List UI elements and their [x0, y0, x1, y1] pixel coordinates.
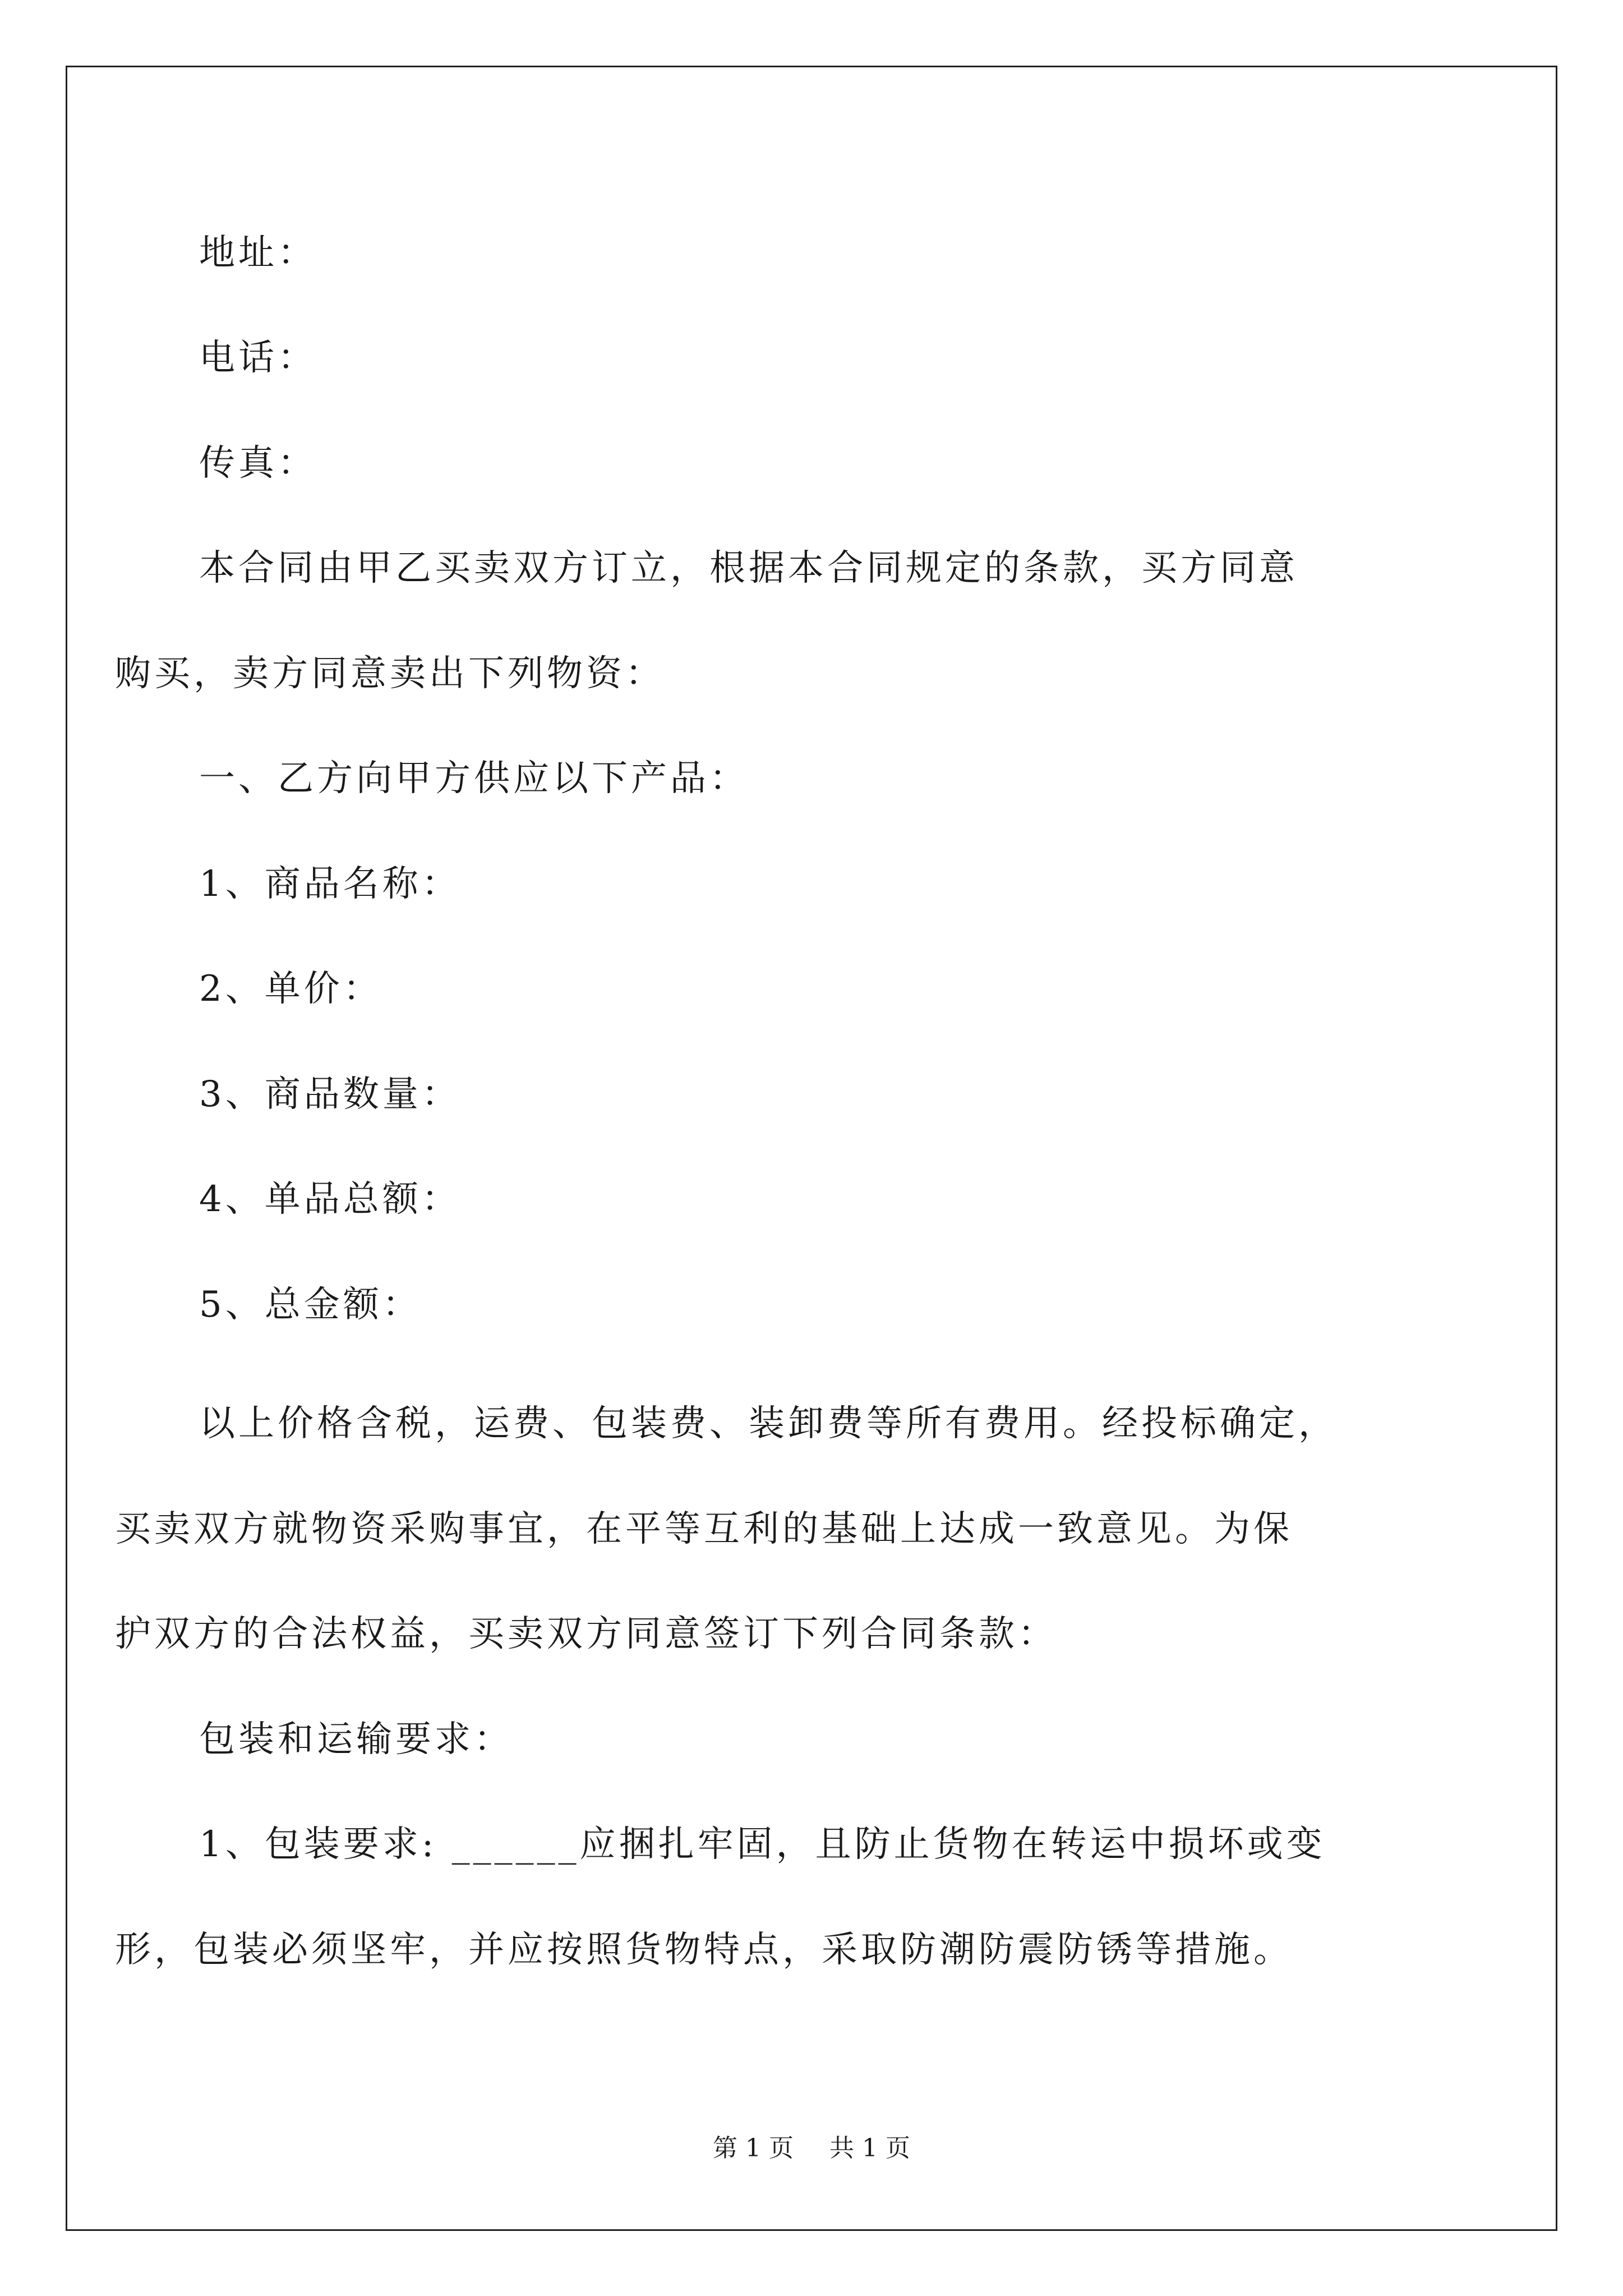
item-total-amount: 5、总金额： [199, 1284, 422, 1326]
price-paragraph-line-1: 以上价格含税，运费、包装费、装卸费等所有费用。经投标确定， [199, 1403, 1338, 1444]
page-number: 第 1 页 [713, 2134, 794, 2162]
price-paragraph-line-2: 买卖双方就物资采购事宜，在平等互利的基础上达成一致意见。为保 [115, 1508, 1293, 1550]
item-product-name: 1、商品名称： [199, 863, 461, 905]
section-one-heading: 一、乙方向甲方供应以下产品： [199, 758, 749, 799]
item-unit-price: 2、单价： [199, 968, 382, 1010]
packaging-requirement-line-2: 形，包装必须坚牢，并应按照货物特点，采取防潮防震防锈等措施。 [115, 1929, 1293, 1971]
price-paragraph-line-3: 护双方的合法权益，买卖双方同意签订下列合同条款： [115, 1613, 1057, 1655]
intro-paragraph-line-2: 购买，卖方同意卖出下列物资： [115, 653, 665, 694]
phone-label: 电话： [199, 337, 317, 379]
packaging-heading: 包装和运输要求： [199, 1719, 513, 1760]
intro-paragraph-line-1: 本合同由甲乙买卖双方订立，根据本合同规定的条款，买方同意 [199, 547, 1298, 589]
page-border [66, 66, 1557, 2231]
fax-label: 传真： [199, 443, 317, 484]
item-subtotal: 4、单品总额： [199, 1179, 461, 1220]
page-total: 共 1 页 [829, 2134, 910, 2162]
item-quantity: 3、商品数量： [199, 1074, 461, 1115]
page-footer [0, 2132, 1623, 2165]
address-label: 地址： [199, 232, 317, 274]
packaging-requirement-line-1: 1、包装要求: ______应捆扎牢固，且防止货物在转运中损坏或变 [199, 1824, 1326, 1865]
